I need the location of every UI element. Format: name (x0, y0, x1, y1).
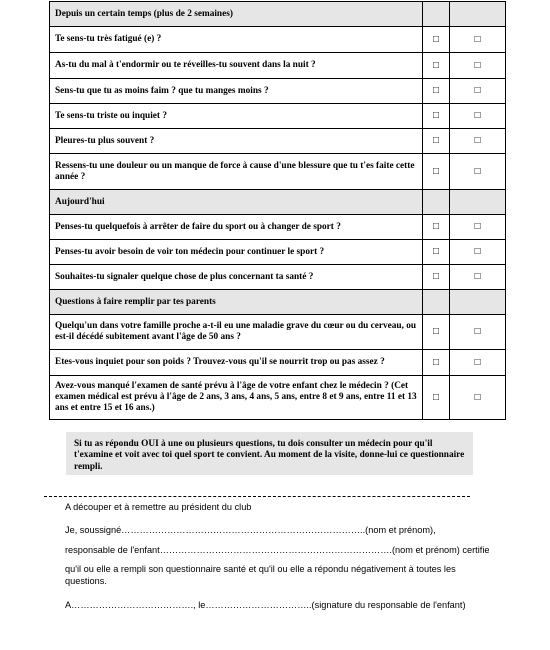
question-text: Sens-tu que tu as moins faim ? que tu manges moins ? (50, 79, 423, 104)
answer-yes-checkbox[interactable]: □ (423, 53, 450, 79)
question-row (50, 27, 506, 53)
question-text: As-tu du mal à t'endormir ou te réveilles-tu souvent dans la nuit ? (50, 53, 423, 79)
answer-header-cell (423, 190, 450, 215)
answer-no-checkbox[interactable]: □ (450, 129, 506, 154)
question-text: Quelqu'un dans votre famille proche a-t-il eu une maladie grave du cœur ou du cerveau, ou est-il décédé subitement avant l'âge de 50 ans ? (50, 315, 423, 350)
answer-no-checkbox[interactable]: □ (450, 53, 506, 79)
signatory-name-line: Je, soussigné……………………………………………………………………..(nom et prénom), (65, 525, 436, 535)
answer-no-checkbox[interactable]: □ (450, 104, 506, 129)
question-row (50, 79, 506, 104)
question-row (50, 129, 506, 154)
answer-yes-checkbox[interactable]: □ (423, 79, 450, 104)
questionnaire-body (50, 2, 506, 420)
question-text: Penses-tu avoir besoin de voir ton médecin pour continuer le sport ? (50, 240, 423, 265)
answer-yes-checkbox[interactable]: □ (423, 104, 450, 129)
question-row (50, 240, 506, 265)
question-text: Avez-vous manqué l'examen de santé prévu à l'âge de votre enfant chez le médecin ? (Cet examen médical est prévu à l'âge de 2 ans, 3 ans, 4 ans, 5 ans, entre 8 et 9 ans, entre 11 et 13 ans et entre 15 et 16 ans.) (50, 376, 423, 420)
answer-yes-checkbox[interactable]: □ (423, 376, 450, 420)
answer-no-checkbox[interactable]: □ (450, 27, 506, 53)
question-row (50, 104, 506, 129)
question-text: Penses-tu quelquefois à arrêter de faire du sport ou à changer de sport ? (50, 215, 423, 240)
section-header-row (50, 290, 506, 315)
answer-yes-checkbox[interactable]: □ (423, 154, 450, 190)
question-text: Souhaites-tu signaler quelque chose de plus concernant ta santé ? (50, 265, 423, 290)
question-text: Te sens-tu très fatigué (e) ? (50, 27, 423, 53)
cut-line (44, 496, 470, 497)
answer-no-checkbox[interactable]: □ (450, 154, 506, 190)
answer-yes-checkbox[interactable]: □ (423, 215, 450, 240)
health-questionnaire-table (49, 1, 506, 420)
question-row (50, 350, 506, 376)
section-header-row (50, 2, 506, 27)
section-label: Aujourd'hui (50, 190, 423, 215)
answer-no-checkbox[interactable]: □ (450, 79, 506, 104)
question-row (50, 154, 506, 190)
question-text: Pleures-tu plus souvent ? (50, 129, 423, 154)
answer-header-cell (450, 290, 506, 315)
answer-no-checkbox[interactable]: □ (450, 265, 506, 290)
answer-header-cell (423, 290, 450, 315)
certification-text: qu'il ou elle a rempli son questionnaire santé et qu'il ou elle a répondu négativement à toutes les questions. (65, 564, 456, 586)
answer-yes-checkbox[interactable]: □ (423, 315, 450, 350)
question-row (50, 376, 506, 420)
section-header-row (50, 190, 506, 215)
question-row (50, 53, 506, 79)
question-row (50, 315, 506, 350)
answer-yes-checkbox[interactable]: □ (423, 129, 450, 154)
cutout-heading: A découper et à remettre au président du club (65, 502, 252, 512)
answer-no-checkbox[interactable]: □ (450, 350, 506, 376)
answer-header-cell (450, 2, 506, 27)
place-date-signature-line: A…………………………………., le……………………………..(signature du responsable de l'enfant) (65, 600, 466, 610)
answer-yes-checkbox[interactable]: □ (423, 350, 450, 376)
answer-no-checkbox[interactable]: □ (450, 240, 506, 265)
answer-header-cell (450, 190, 506, 215)
answer-yes-checkbox[interactable]: □ (423, 265, 450, 290)
answer-no-checkbox[interactable]: □ (450, 215, 506, 240)
question-text: Etes-vous inquiet pour son poids ? Trouvez-vous qu'il se nourrit trop ou pas assez ? (50, 350, 423, 376)
answer-no-checkbox[interactable]: □ (450, 376, 506, 420)
answer-yes-checkbox[interactable]: □ (423, 27, 450, 53)
guardian-name-line: responsable de l'enfant………………………………………………………………….(nom et prénom) certifie (65, 545, 490, 555)
section-label: Questions à faire remplir par tes parents (50, 290, 423, 315)
answer-yes-checkbox[interactable]: □ (423, 240, 450, 265)
question-text: Te sens-tu triste ou inquiet ? (50, 104, 423, 129)
answer-no-checkbox[interactable]: □ (450, 315, 506, 350)
question-text: Ressens-tu une douleur ou un manque de force à cause d'une blessure que tu t'es faite cette année ? (50, 154, 423, 190)
answer-header-cell (423, 2, 450, 27)
advice-note: Si tu as répondu OUI à une ou plusieurs questions, tu dois consulter un médecin pour qu'il t'examine et voit avec toi quel sport te convient. Au moment de la visite, donne-lui ce questionnaire rempli. (66, 432, 473, 475)
question-row (50, 265, 506, 290)
question-row (50, 215, 506, 240)
section-label: Depuis un certain temps (plus de 2 semaines) (50, 2, 423, 27)
